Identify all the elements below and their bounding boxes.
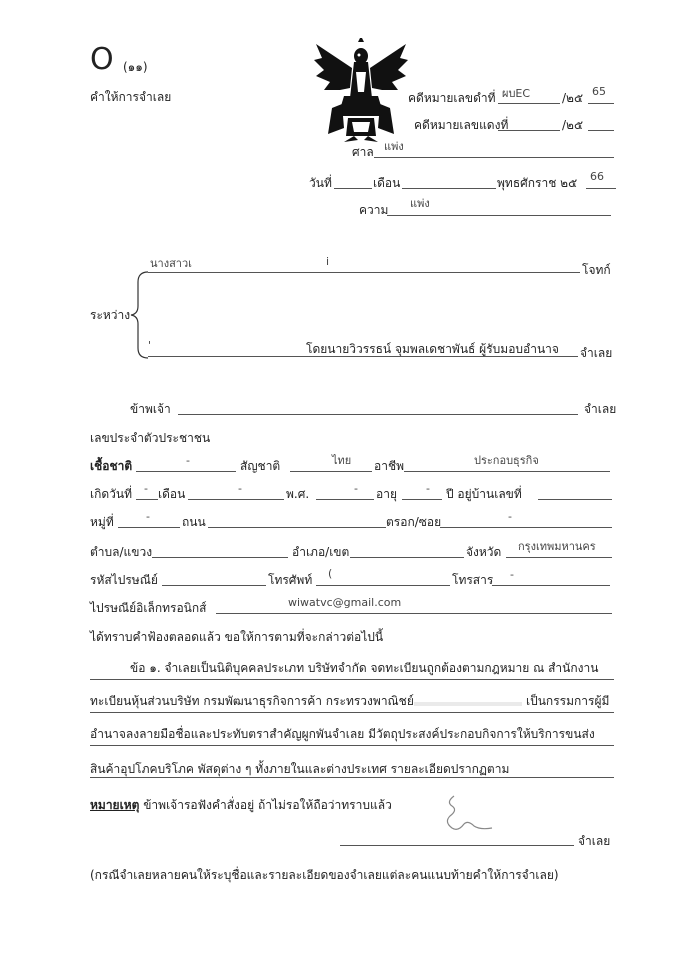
fax-line <box>492 585 610 586</box>
house-line[interactable] <box>538 499 612 500</box>
birth-year-label: พ.ศ. <box>286 487 310 501</box>
case-type-value[interactable]: แพ่ง <box>410 197 430 210</box>
age-label: อายุ <box>376 487 397 501</box>
birth-month-value[interactable]: - <box>238 482 242 495</box>
birth-year-value[interactable]: - <box>354 482 358 495</box>
occupation-label: อาชีพ <box>374 459 404 473</box>
red-case-year-line[interactable] <box>588 130 614 131</box>
month-label: เดือน <box>373 176 401 190</box>
defendant-line <box>148 356 578 357</box>
age-line <box>402 499 442 500</box>
redaction-mark <box>414 702 522 706</box>
phone-line <box>316 585 450 586</box>
house-label: ปี อยู่บ้านเลขที่ <box>446 487 522 501</box>
red-case-label: คดีหมายเลขแดงที่ <box>414 118 509 132</box>
tambon-label: ตำบล/แขวง <box>90 545 153 559</box>
defendant-value[interactable]: โดยนายวิวรรธน์ จุมพลเดชาพันธ์ ผู้รับมอบอำนาจ <box>306 342 559 356</box>
plaintiff-line <box>148 272 580 273</box>
year-value[interactable]: 66 <box>590 170 604 183</box>
i-line[interactable] <box>178 414 578 415</box>
phone-value[interactable]: ( <box>328 567 333 580</box>
postal-line[interactable] <box>162 585 266 586</box>
year-label: พุทธศักราช ๒๕ <box>497 176 578 190</box>
birth-day-line <box>136 499 158 500</box>
email-value[interactable]: wiwatvc@gmail.com <box>288 596 402 609</box>
form-letter: O <box>90 42 114 77</box>
garuda-emblem-icon <box>314 38 408 142</box>
clause1-line1: ข้อ ๑. จำเลยเป็นนิติบุคคลประเภท บริษัทจำกัด จดทะเบียนถูกต้องตามกฎหมาย ณ สำนักงาน <box>130 661 599 675</box>
soi-label: ตรอก/ซอย <box>386 515 442 529</box>
between-label: ระหว่าง <box>90 308 131 322</box>
amphoe-line[interactable] <box>350 557 464 558</box>
province-line <box>506 557 612 558</box>
clause1-line4: สินค้าอุปโภคบริโภค พัสดุต่าง ๆ ทั้งภายในและต่างประเทศ รายละเอียดปรากฏตาม <box>90 762 510 776</box>
email-label: ไปรษณีย์อิเล็กทรอนิกส์ <box>90 601 207 615</box>
red-case-year-prefix: /๒๕ <box>562 118 584 132</box>
form-title: คำให้การจำเลย <box>90 90 172 104</box>
birth-month-line <box>188 499 284 500</box>
plaintiff-label: โจทก์ <box>582 263 611 277</box>
month-line[interactable] <box>402 188 496 189</box>
court-value[interactable]: แพ่ง <box>384 140 404 153</box>
date-line[interactable] <box>334 188 372 189</box>
black-case-year-line <box>588 103 614 104</box>
form-number: (๑๑) <box>123 60 148 74</box>
road-label: ถนน <box>182 515 206 529</box>
footnote: (กรณีจำเลยหลายคนให้ระบุชื่อและรายละเอียดของจำเลยแต่ละคนแนบท้ายคำให้การจำเลย) <box>90 868 559 882</box>
defendant-mark: ' <box>148 339 152 352</box>
moo-value[interactable]: - <box>146 510 150 523</box>
occupation-value[interactable]: ประกอบธุรกิจ <box>474 454 539 467</box>
clause1-line2a: ทะเบียนหุ้นส่วนบริษัท กรมพัฒนาธุรกิจการค้า กระทรวงพาณิชย์ <box>90 694 414 708</box>
red-case-line[interactable] <box>498 130 560 131</box>
road-line[interactable] <box>208 527 386 528</box>
black-case-line <box>498 103 560 104</box>
moo-line <box>118 527 180 528</box>
birth-day-label: เกิดวันที่ <box>90 487 133 501</box>
province-value[interactable]: กรุงเทพมหานคร <box>518 540 596 553</box>
plaintiff-mark: i <box>326 255 330 268</box>
court-line <box>374 157 614 158</box>
brace-icon <box>128 270 150 360</box>
race-line <box>136 471 236 472</box>
nationality-line <box>290 471 372 472</box>
clause1-line3-rule <box>90 745 614 746</box>
birth-day-value[interactable]: - <box>144 482 148 495</box>
fax-value[interactable]: - <box>510 568 514 581</box>
case-type-line <box>387 215 611 216</box>
clause1-line2-rule <box>90 712 614 713</box>
note-text: ข้าพเจ้ารอฟังคำสั่งอยู่ ถ้าไม่รอให้ถือว่าทราบแล้ว <box>139 798 392 812</box>
clause1-line4-rule <box>90 777 614 778</box>
i-suffix: จำเลย <box>584 402 617 416</box>
court-label: ศาล <box>352 145 374 159</box>
province-label: จังหวัด <box>466 545 502 559</box>
year-line <box>586 188 616 189</box>
black-case-value[interactable]: ผบEC <box>502 87 531 100</box>
email-line <box>216 613 612 614</box>
clause1-line2b: เป็นกรรมการผู้มี <box>526 694 610 708</box>
nationality-label: สัญชาติ <box>240 459 281 473</box>
race-value[interactable]: - <box>186 454 190 467</box>
phone-label: โทรศัพท์ <box>268 573 313 587</box>
birth-month-label: เดือน <box>158 487 186 501</box>
clause1-line3: อำนาจลงลายมือชื่อและประทับตราสำคัญผูกพันจำเลย มีวัตถุประสงค์ประกอบกิจการให้บริการขนส่ง <box>90 727 595 741</box>
postal-label: รหัสไปรษณีย์ <box>90 573 158 587</box>
signature-icon <box>440 790 500 838</box>
black-case-year[interactable]: 65 <box>592 85 606 98</box>
fax-label: โทรสาร <box>452 573 494 587</box>
nationality-value[interactable]: ไทย <box>332 454 352 467</box>
soi-value[interactable]: - <box>508 510 512 523</box>
plaintiff-value[interactable]: นางสาวเ <box>150 257 192 270</box>
occupation-line <box>404 471 610 472</box>
note-label: หมายเหตุ <box>90 798 140 812</box>
intro-text: ได้ทราบคำฟ้องตลอดแล้ว ขอให้การตามที่จะกล่าวต่อไปนี้ <box>90 630 384 644</box>
race-label: เชื้อชาติ <box>90 459 133 473</box>
moo-label: หมู่ที่ <box>90 515 114 529</box>
birth-year-line <box>316 499 374 500</box>
i-label: ข้าพเจ้า <box>130 402 171 416</box>
sign-label: จำเลย <box>578 834 611 848</box>
date-label: วันที่ <box>309 176 332 190</box>
signature-line[interactable] <box>340 845 574 846</box>
id-label: เลขประจำตัวประชาชน <box>90 431 211 445</box>
clause1-line1-rule <box>90 679 614 680</box>
black-case-year-prefix: /๒๕ <box>562 91 584 105</box>
amphoe-label: อำเภอ/เขต <box>292 545 350 559</box>
case-type-label: ความ <box>359 203 389 217</box>
tambon-line[interactable] <box>152 557 288 558</box>
age-value[interactable]: - <box>426 482 430 495</box>
black-case-label: คดีหมายเลขดำที่ <box>408 91 496 105</box>
soi-line <box>440 527 612 528</box>
defendant-label: จำเลย <box>580 346 613 360</box>
